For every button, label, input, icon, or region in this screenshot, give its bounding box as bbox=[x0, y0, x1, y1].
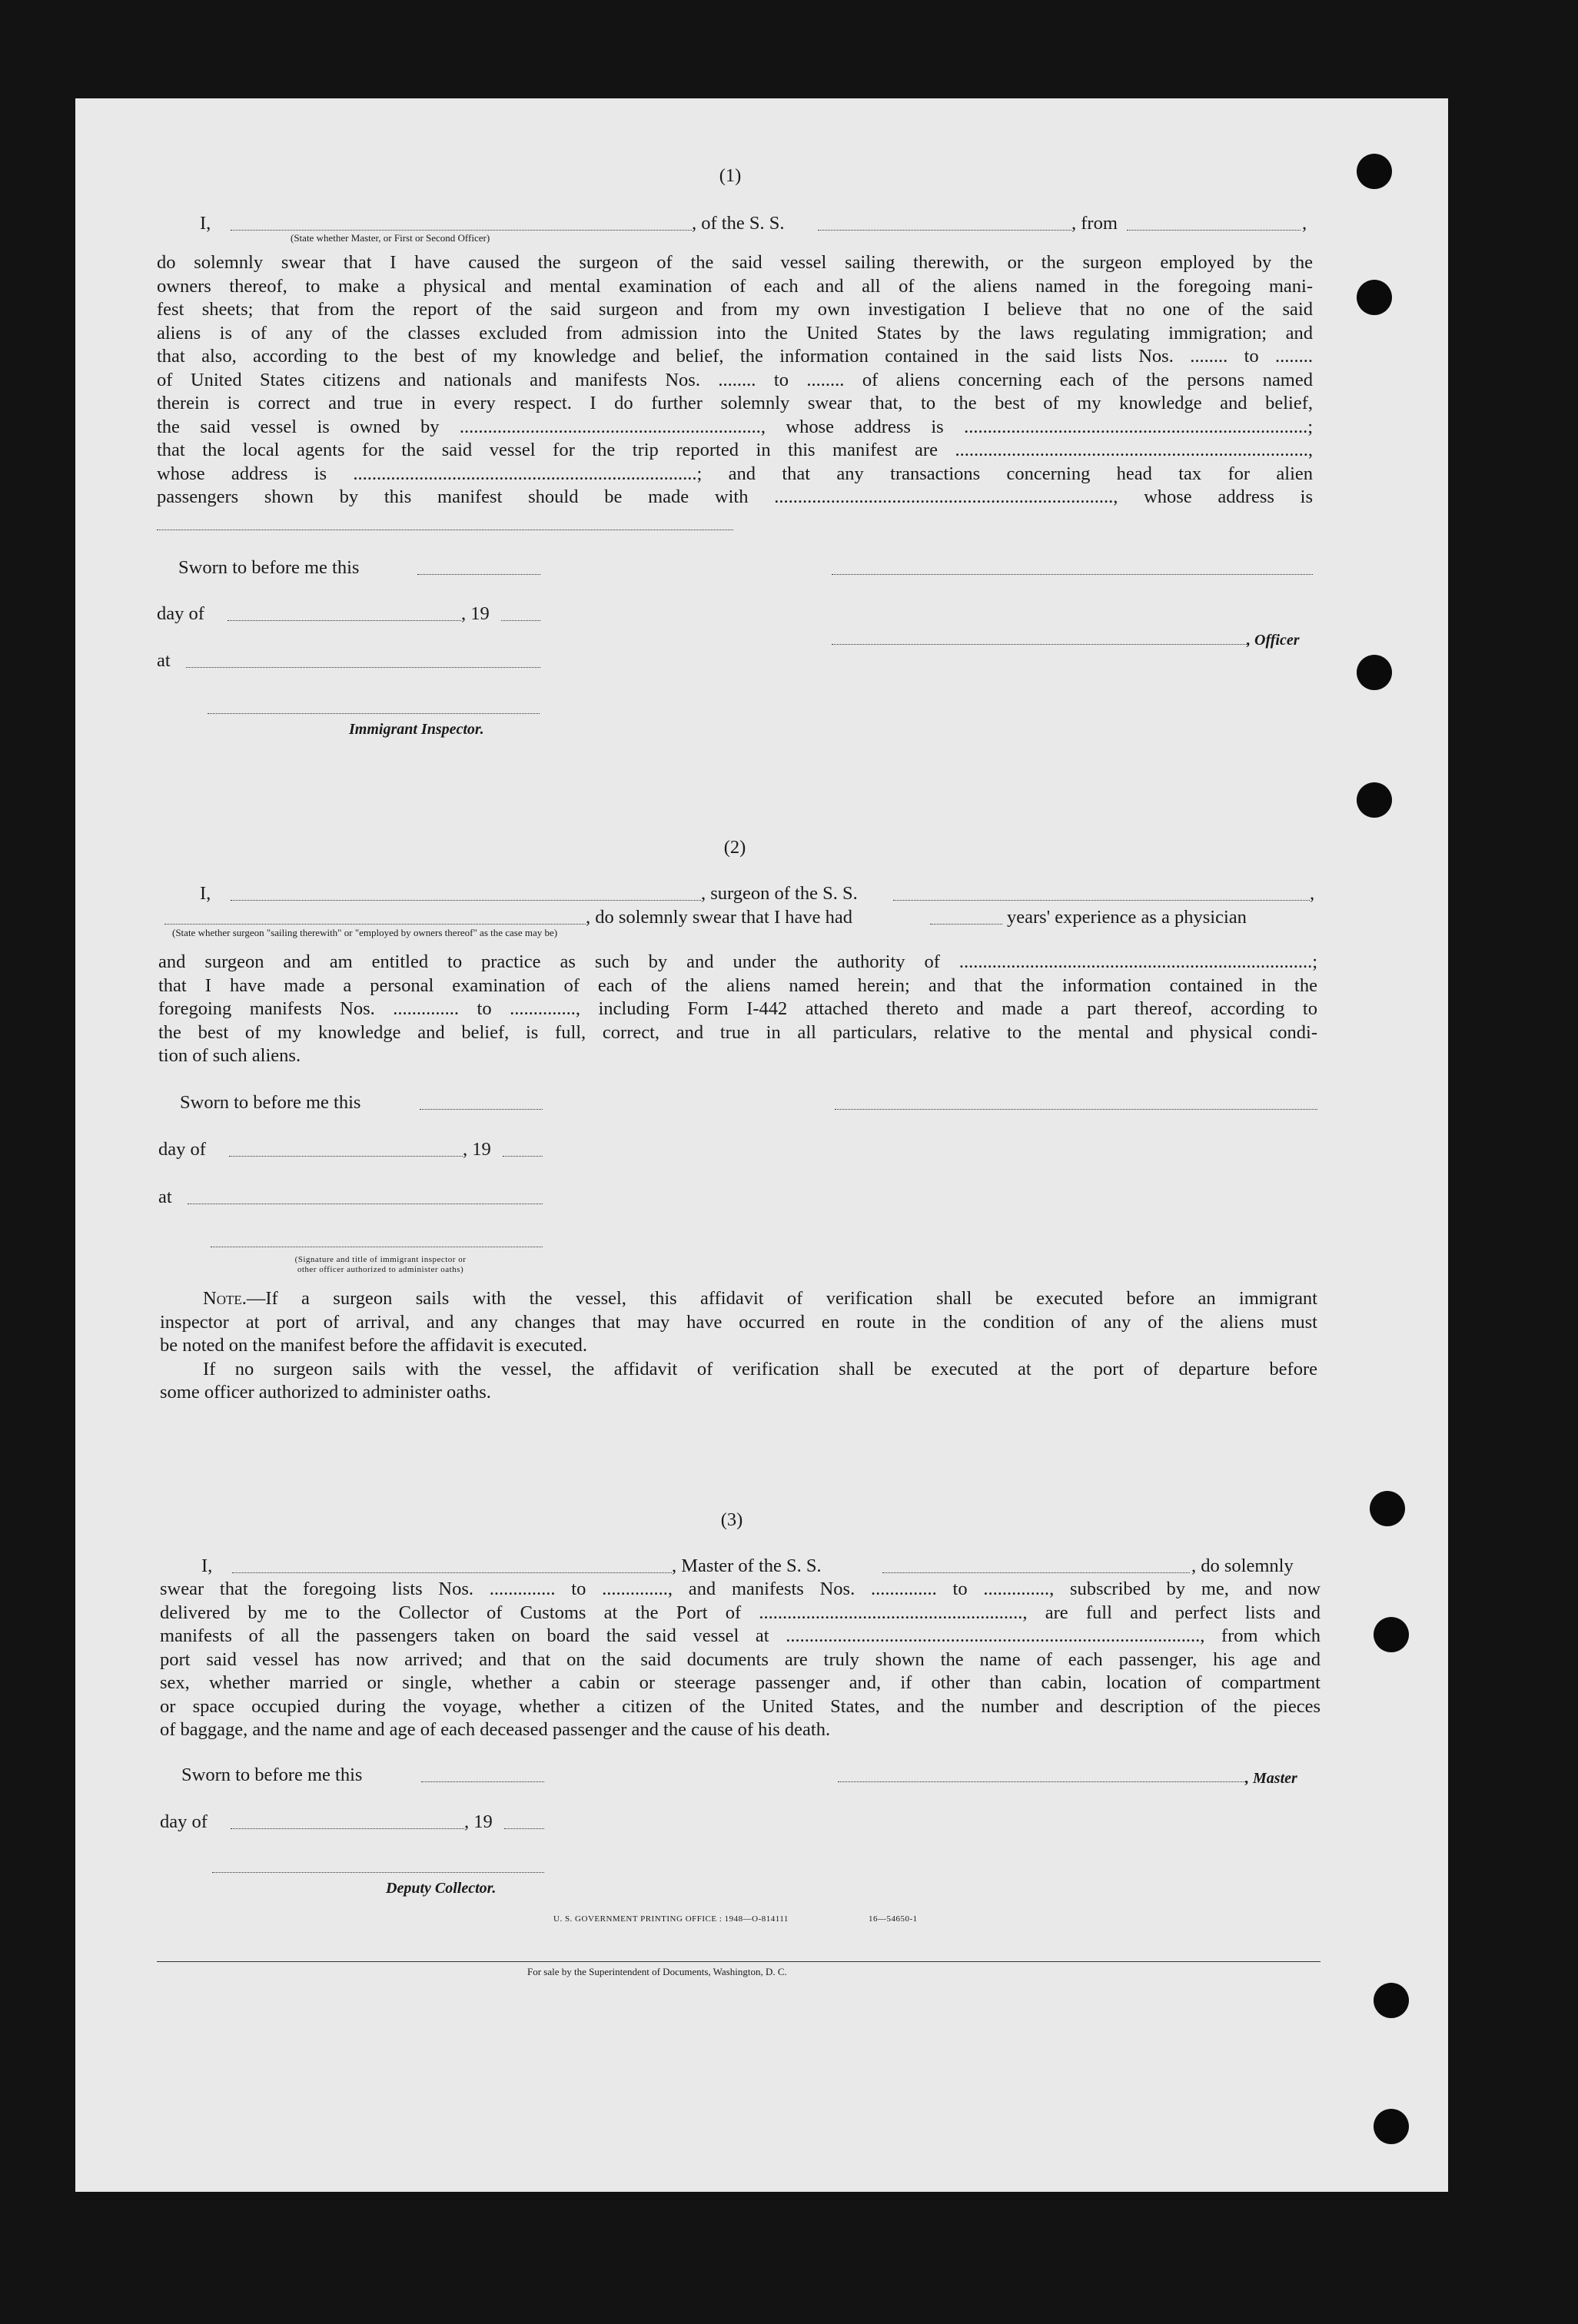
years-line bbox=[930, 924, 1002, 925]
body-line: of United States citizens and nationals and manifests Nos. ........ to ........ of aliens concerning each of the persons named bbox=[157, 369, 1313, 390]
sec1-i: I, bbox=[200, 213, 211, 234]
note-line bbox=[160, 1287, 1317, 1311]
note-line: inspector at port of arrival, and any changes that may have occurred en route in the condition of any of the aliens must bbox=[160, 1311, 1317, 1333]
body-line: swear that the foregoing lists Nos. .............. to .............., and manifests Nos. .............. to .............., subscribed by me, and now bbox=[160, 1579, 1321, 1599]
sec2-surgeon-of: , surgeon of the S. S. bbox=[701, 883, 858, 904]
sec2-sig-note-2: other officer authorized to administer oaths) bbox=[297, 1265, 464, 1274]
sec1-inspector: Immigrant Inspector. bbox=[349, 721, 484, 738]
section-3-number: (3) bbox=[720, 1509, 743, 1530]
day-line bbox=[229, 1156, 463, 1157]
section-1-body bbox=[157, 251, 1313, 510]
year-line bbox=[501, 620, 540, 621]
body-line: foregoing manifests Nos. .............. to .............., including Form I-442 attached thereto and made a part thereof, according to bbox=[158, 998, 1317, 1019]
body-line: delivered by me to the Collector of Customs at the Port of ........................................................, are full and perfect lists and bbox=[160, 1602, 1321, 1623]
note-line: be noted on the manifest before the affidavit is executed. bbox=[160, 1335, 588, 1356]
master-name-line bbox=[232, 1572, 672, 1573]
section-2-number: (2) bbox=[723, 837, 746, 858]
day-line bbox=[231, 1828, 464, 1829]
body-line: therein is correct and true in every respect. I do further solemnly swear that, to the best of my knowledge and belief, bbox=[157, 393, 1313, 413]
sec1-officer: , Officer bbox=[1247, 632, 1300, 649]
note-text: —If a surgeon sails with the vessel, this affidavit of verification shall be executed before an immigrant bbox=[246, 1288, 1317, 1309]
sec3-day-of: day of bbox=[160, 1811, 208, 1832]
note-paragraph bbox=[160, 1287, 1317, 1405]
section-1-number: (1) bbox=[719, 165, 742, 186]
form-number: 16—54650-1 bbox=[869, 1914, 918, 1924]
sec3-i: I, bbox=[201, 1555, 213, 1576]
note-label: Note. bbox=[203, 1288, 247, 1309]
punch-hole bbox=[1357, 655, 1392, 690]
sec2-sig-note-1: (Signature and title of immigrant inspector or bbox=[294, 1255, 467, 1264]
sec1-from: , from bbox=[1071, 213, 1118, 234]
sec2-i: I, bbox=[200, 883, 211, 904]
sec2-day-of: day of bbox=[158, 1139, 206, 1160]
note-line: If no surgeon sails with the vessel, the affidavit of verification shall be executed at the port of departure before bbox=[203, 1358, 1317, 1379]
ship-name-line bbox=[882, 1572, 1190, 1573]
body-line: port said vessel has now arrived; and that on the said documents are truly shown the name of each passenger, his age and bbox=[160, 1648, 1321, 1670]
sec2-at: at bbox=[158, 1187, 172, 1207]
collector-signature-line bbox=[212, 1872, 544, 1873]
body-line: that the local agents for the said vessel for the trip reported in this manifest are ..........................................................................., bbox=[157, 440, 1313, 460]
footer-rule bbox=[157, 1961, 1321, 1962]
body-line: tion of such aliens. bbox=[158, 1045, 301, 1066]
sec2-comma: , bbox=[1310, 883, 1315, 904]
body-line: fest sheets; that from the report of the said surgeon and from my own investigation I believe that no one of the said bbox=[157, 299, 1313, 320]
surgeon-status-line bbox=[164, 924, 586, 925]
punch-hole bbox=[1374, 2109, 1409, 2144]
section-3-body bbox=[160, 1578, 1321, 1742]
body-line: that I have made a personal examination of each of the aliens named herein; and that the information contained in the bbox=[158, 974, 1317, 996]
sec3-line1-end: , do solemnly bbox=[1191, 1555, 1294, 1576]
section-2-body bbox=[158, 951, 1317, 1068]
sec3-sworn: Sworn to before me this bbox=[181, 1765, 363, 1785]
punch-hole bbox=[1374, 1617, 1409, 1652]
body-line: the best of my knowledge and belief, is full, correct, and true in all particulars, relative to the mental and physical condi- bbox=[158, 1021, 1317, 1043]
year-line bbox=[504, 1828, 544, 1829]
body-line: whose address is .........................................................................; and that any transactions concerning head tax for alien bbox=[157, 463, 1313, 484]
master-signature-line bbox=[838, 1781, 1245, 1782]
gpo-imprint: U. S. GOVERNMENT PRINTING OFFICE : 1948—O-814111 bbox=[553, 1914, 789, 1924]
year-line bbox=[503, 1156, 543, 1157]
sec1-of-ss: , of the S. S. bbox=[692, 213, 785, 234]
body-line: that also, according to the best of my knowledge and belief, the information contained in the said lists Nos. ........ to ........ bbox=[157, 346, 1313, 367]
body-line: the said vessel is owned by ................................................................, whose address is .........................................................................; bbox=[157, 416, 1313, 437]
body-line: passengers shown by this manifest should be made with ........................................................................, whose address is bbox=[157, 486, 1313, 507]
officer-signature-line bbox=[832, 574, 1313, 575]
sworn-date-line bbox=[417, 574, 540, 575]
surgeon-name-line bbox=[231, 900, 701, 901]
body-line: sex, whether married or single, whether a cabin or steerage passenger and, if other than cabin, location of compartment bbox=[160, 1672, 1321, 1693]
ship-name-line bbox=[893, 900, 1310, 901]
sec1-comma: , bbox=[1302, 213, 1307, 234]
from-port-line bbox=[1127, 230, 1301, 231]
surgeon-signature-line bbox=[835, 1109, 1317, 1110]
sec1-at: at bbox=[157, 650, 171, 671]
sec2-sworn: Sworn to before me this bbox=[180, 1092, 361, 1113]
sec3-master-of: , Master of the S. S. bbox=[672, 1555, 822, 1576]
place-line bbox=[186, 667, 540, 668]
body-line: and surgeon and am entitled to practice as such by and under the authority of ...........................................................................; bbox=[158, 951, 1317, 972]
sec1-state-note: (State whether Master, or First or Second Officer) bbox=[291, 232, 490, 244]
sec3-master: , Master bbox=[1245, 1770, 1297, 1787]
sec3-deputy: Deputy Collector. bbox=[386, 1880, 497, 1897]
officer-name-line bbox=[231, 230, 692, 231]
note-line: some officer authorized to administer oaths. bbox=[160, 1382, 491, 1403]
sec2-years: years' experience as a physician bbox=[1007, 907, 1247, 928]
body-line: aliens is of any of the classes excluded from admission into the United States by the laws regulating immigration; and bbox=[157, 322, 1313, 344]
body-line: of baggage, and the name and age of each deceased passenger and the cause of his death. bbox=[160, 1719, 831, 1740]
ship-name-line bbox=[818, 230, 1071, 231]
punch-hole bbox=[1357, 782, 1392, 818]
sec1-nineteen: , 19 bbox=[461, 603, 490, 624]
sec2-swear: , do solemnly swear that I have had bbox=[586, 907, 852, 928]
punch-hole bbox=[1374, 1983, 1409, 2018]
inspector-signature-line bbox=[208, 713, 540, 714]
punch-hole bbox=[1357, 280, 1392, 315]
sec1-day-of: day of bbox=[157, 603, 204, 624]
sworn-date-line bbox=[421, 1781, 544, 1782]
sec3-nineteen: , 19 bbox=[464, 1811, 493, 1832]
body-line: or space occupied during the voyage, whether a citizen of the United States, and the number and description of the pieces bbox=[160, 1695, 1321, 1717]
sworn-date-line bbox=[420, 1109, 543, 1110]
sec2-nineteen: , 19 bbox=[463, 1139, 491, 1160]
punch-hole bbox=[1370, 1491, 1405, 1526]
sale-notice: For sale by the Superintendent of Documents, Washington, D. C. bbox=[527, 1966, 787, 1977]
punch-hole bbox=[1357, 154, 1392, 189]
day-line bbox=[228, 620, 461, 621]
body-line: manifests of all the passengers taken on board the said vessel at ........................................................................................, from which bbox=[160, 1625, 1321, 1646]
body-line: do solemnly swear that I have caused the surgeon of the said vessel sailing therewith, or the surgeon employed by the bbox=[157, 252, 1313, 273]
body-line: owners thereof, to make a physical and mental examination of each and all of the aliens named in the foregoing mani- bbox=[157, 275, 1313, 297]
sec2-state-note: (State whether surgeon "sailing therewith" or "employed by owners thereof" as the case may be) bbox=[172, 927, 558, 938]
sec1-sworn: Sworn to before me this bbox=[178, 557, 360, 578]
officer-title-line bbox=[832, 644, 1247, 645]
